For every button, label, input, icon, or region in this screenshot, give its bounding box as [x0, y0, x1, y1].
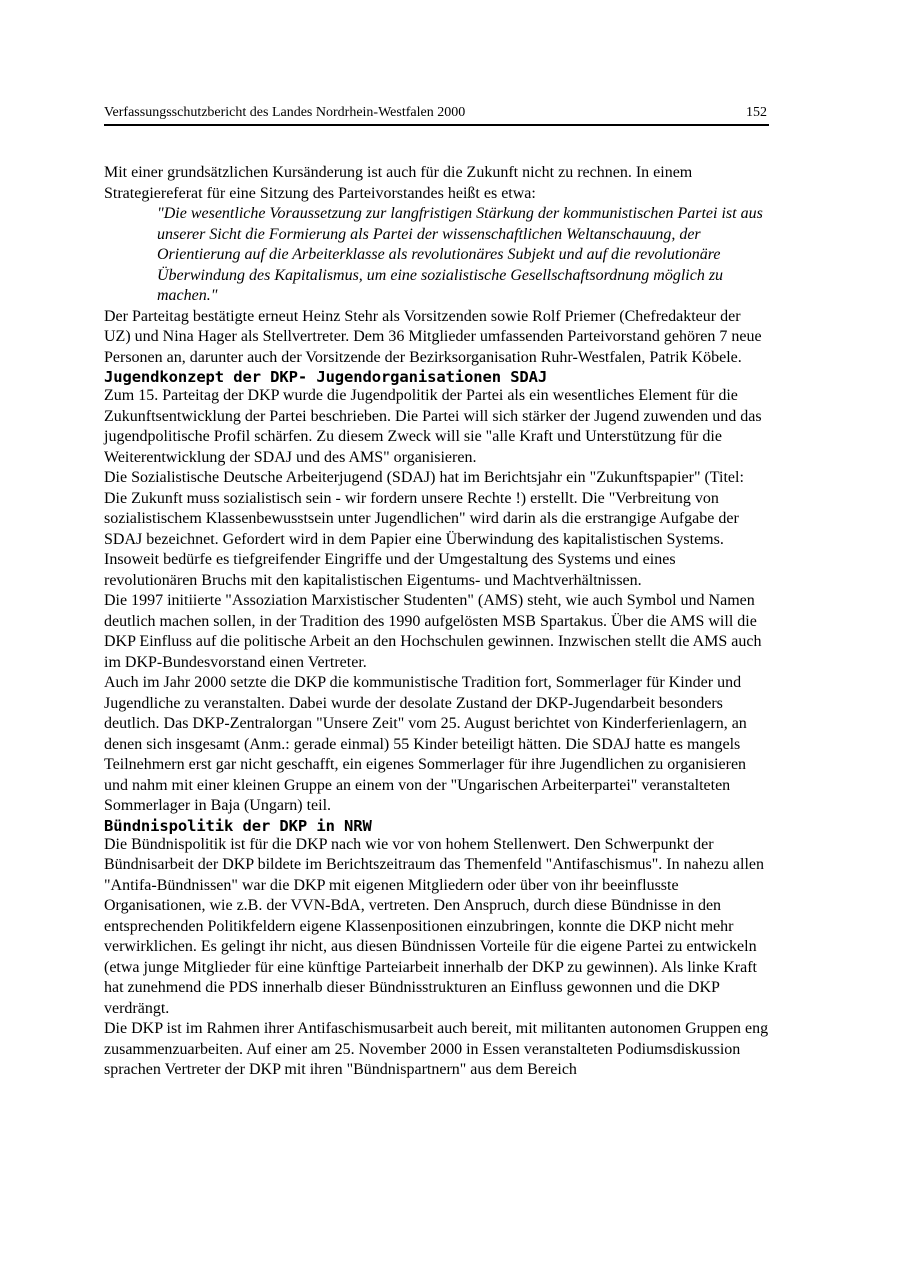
- paragraph-2: Der Parteitag bestätigte erneut Heinz Stehr als Vorsitzenden sowie Rolf Priemer (Chefredakteur der UZ) und Nina Hager als Stellvertreter. Dem 36 Mitglieder umfassenden Parteivorstand gehören 7 neue Personen an, darunter auch der Vorsitzende der Bezirksorganisation Ruhr-Westfalen, Patrik Köbele.: [104, 307, 762, 366]
- header-title: Verfassungsschutzbericht des Landes Nordrhein-Westfalen 2000: [104, 105, 466, 120]
- paragraph-6: Auch im Jahr 2000 setzte die DKP die kommunistische Tradition fort, Sommerlager für Kinder und Jugendliche zu veranstalten. Dabei wurde der desolate Zustand der DKP-Jugendarbeit besonders deutlich. Das DKP-Zentralorgan "Unsere Zeit" vom 25. August berichtet von Kinderferienlagern, an denen sich insgesamt (Anm.: gerade einmal) 55 Kinder beteiligt hätten. Die SDAJ hatte es mangels Teilnehmern erst gar nicht geschafft, ein eigenes Sommerlager für ihre Jugendlichen zu organisieren und nahm mit einer kleinen Gruppe an einem von der "Ungarischen Arbeiterpartei" veranstalteten Sommerlager in Baja (Ungarn) teil.: [104, 674, 747, 814]
- paragraph-4: Die Sozialistische Deutsche Arbeiterjugend (SDAJ) hat im Berichtsjahr ein "Zukunftspapier" (Titel: Die Zukunft muss sozialistisch sein - wir fordern unsere Rechte !) erstellt. Die "Verbreitung von sozialistischem Klassenbewusstsein unter Jugendlichen" wird darin als die erstrangige Aufgabe der SDAJ bezeichnet. Gefordert wird in dem Papier eine Überwindung des kapitalistischen Systems. Insoweit bedürfe es tiefgreifender Eingriffe und der Umgestaltung des Systems und eines revolutionären Bruchs mit den kapitalistischen Eigentums- und Machtverhältnissen.: [104, 469, 744, 589]
- paragraph-7: Die Bündnispolitik ist für die DKP nach wie vor von hohem Stellenwert. Den Schwerpunkt der Bündnisarbeit der DKP bildete im Berichtszeitraum das Themenfeld "Antifaschismus". In nahezu allen "Antifa-Bündnissen" war die DKP mit eigenen Mitgliedern oder über von ihr beeinflusste Organisationen, wie z.B. der VVN-BdA, vertreten. Den Anspruch, durch diese Bündnisse in den entsprechenden Politikfeldern eigene Klassenpositionen einzubringen, konnte die DKP nicht mehr verwirklichen. Es gelingt ihr nicht, aus diesen Bündnissen Vorteile für die eigene Partei zu entwickeln (etwa junge Mitglieder für eine künftige Parteiarbeit innerhalb der DKP zu gewinnen). Als linke Kraft hat zunehmend die PDS innerhalb dieser Bündnisstrukturen an Einfluss gewonnen und die DKP verdrängt.: [104, 835, 764, 1017]
- paragraph-3: Zum 15. Parteitag der DKP wurde die Jugendpolitik der Partei als ein wesentliches Element für die Zukunftsentwicklung der Partei beschrieben. Die Partei will sich stärker der Jugend zuwenden und das jugendpolitische Profil schärfen. Zu diesem Zweck will sie "alle Kraft und Unterstützung für die Weiterentwicklung der SDAJ und des AMS" organisieren.: [104, 387, 762, 466]
- running-header: [104, 104, 769, 126]
- document-page: [104, 104, 769, 1081]
- paragraph-5: Die 1997 initiierte "Assoziation Marxistischer Studenten" (AMS) steht, wie auch Symbol und Namen deutlich machen sollen, in der Tradition des 1990 aufgelösten MSB Spartakus. Über die AMS will die DKP Einfluss auf die politische Arbeit an den Hochschulen gewinnen. Inzwischen stellt die AMS auch im DKP-Bundesvorstand einen Vertreter.: [104, 592, 762, 671]
- section-heading-buendnispolitik: Bündnispolitik der DKP in NRW: [104, 816, 372, 835]
- section-heading-jugendkonzept: Jugendkonzept der DKP- Jugendorganisationen SDAJ: [104, 368, 548, 386]
- page-number: 152: [746, 105, 767, 120]
- paragraph-1: Mit einer grundsätzlichen Kursänderung ist auch für die Zukunft nicht zu rechnen. In einem Strategiereferat für eine Sitzung des Parteivorstandes heißt es etwa:: [104, 164, 693, 202]
- block-quote: "Die wesentliche Voraussetzung zur langfristigen Stärkung der kommunistischen Partei ist aus unserer Sicht die Formierung als Partei der wissenschaftlichen Weltanschauung, der Orientierung auf die Arbeiterklasse als revolutionäres Subjekt und auf die revolutionäre Überwindung des Kapitalismus, um eine sozialistische Gesellschaftsordnung möglich zu machen.": [157, 205, 763, 304]
- paragraph-8: Die DKP ist im Rahmen ihrer Antifaschismusarbeit auch bereit, mit militanten autonomen Gruppen eng zusammenzuarbeiten. Auf einer am 25. November 2000 in Essen veranstalteten Podiumsdiskussion sprachen Vertreter der DKP mit ihren "Bündnispartnern" aus dem Bereich: [104, 1020, 769, 1078]
